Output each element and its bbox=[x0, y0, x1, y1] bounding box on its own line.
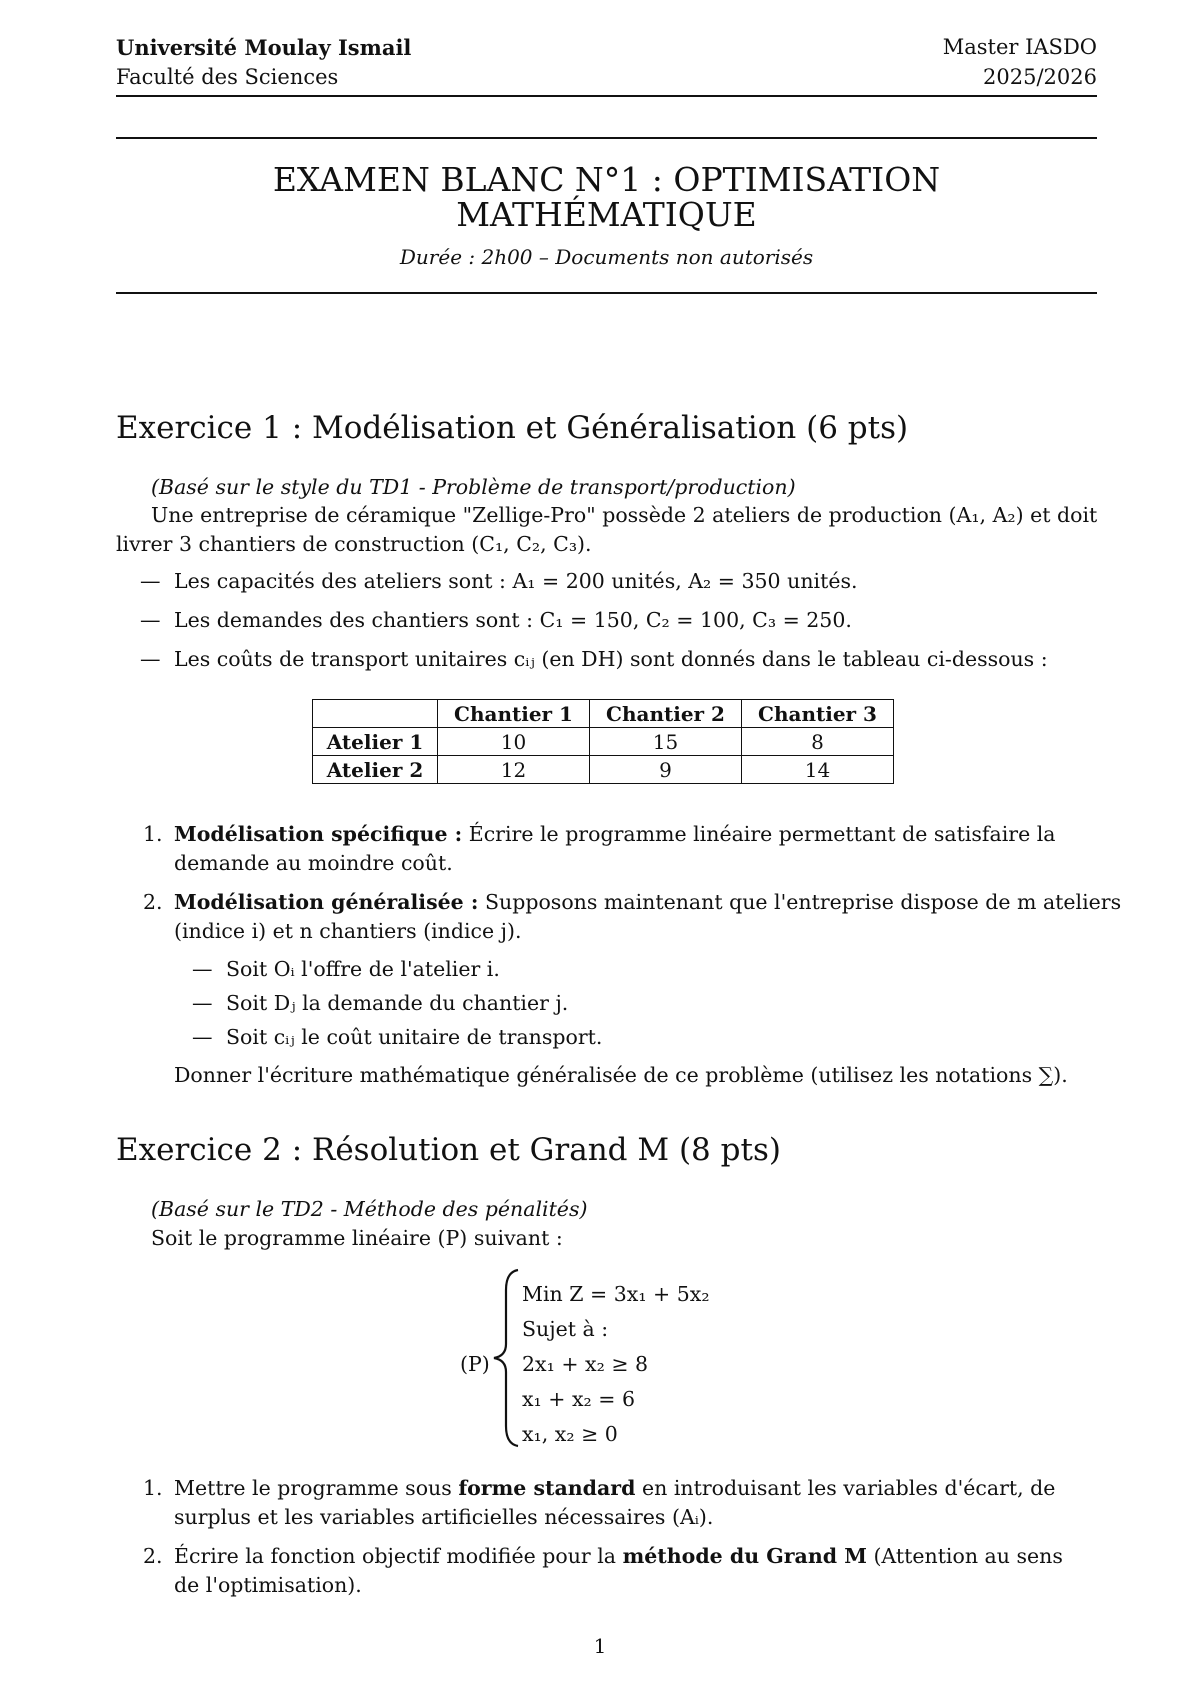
q2-text: Supposons maintenant que l'entreprise dispose de m ateliers bbox=[484, 890, 1122, 914]
system-objective: Min Z = 3x₁ + 5x₂ bbox=[522, 1282, 710, 1306]
faculty-name: Faculté des Sciences bbox=[116, 65, 339, 89]
table-corner-cell bbox=[313, 700, 438, 728]
ex2-q1-bold: forme standard bbox=[458, 1476, 636, 1500]
table-cell: 12 bbox=[438, 756, 590, 784]
exam-title-line2: MATHÉMATIQUE bbox=[456, 195, 757, 234]
exercise1-note: (Basé sur le style du TD1 - Problème de transport/production) bbox=[151, 475, 796, 499]
table-row-header: Atelier 2 bbox=[313, 756, 438, 784]
system-constraint-1: 2x₁ + x₂ ≥ 8 bbox=[522, 1352, 649, 1376]
ex2-q2-number: 2. bbox=[143, 1544, 163, 1568]
q2-line1 bbox=[174, 888, 1121, 917]
system-nonnegativity: x₁, x₂ ≥ 0 bbox=[522, 1422, 618, 1446]
title-bottom-rule bbox=[116, 292, 1097, 294]
table-row bbox=[313, 756, 894, 784]
table-cell: 15 bbox=[590, 728, 742, 756]
q2-closing: Donner l'écriture mathématique généralisée de ce problème (utilisez les notations ∑). bbox=[174, 1063, 1068, 1087]
bullet-dash: — bbox=[192, 991, 213, 1015]
ex2-q2-pre: Écrire la fonction objectif modifiée pour la bbox=[174, 1544, 617, 1568]
exercise1-bullet-demands: Les demandes des chantiers sont : C₁ = 150, C₂ = 100, C₃ = 250. bbox=[174, 608, 852, 632]
bullet-dash: — bbox=[140, 647, 161, 671]
q1-bold-label: Modélisation spécifique : bbox=[174, 822, 463, 846]
ex2-q1-post: en introduisant les variables d'écart, de bbox=[641, 1476, 1056, 1500]
q1-line2: demande au moindre coût. bbox=[174, 851, 453, 875]
ex2-q2-post: (Attention au sens bbox=[873, 1544, 1063, 1568]
bullet-dash: — bbox=[192, 957, 213, 981]
q1-number: 1. bbox=[143, 822, 163, 846]
bullet-dash: — bbox=[140, 608, 161, 632]
exercise1-intro-line2: livrer 3 chantiers de construction (C₁, C₂, C₃). bbox=[116, 532, 592, 556]
table-row bbox=[313, 728, 894, 756]
system-label: (P) bbox=[460, 1352, 490, 1376]
title-top-rule bbox=[116, 137, 1097, 139]
q2-subbullet-cost: Soit cᵢⱼ le coût unitaire de transport. bbox=[226, 1025, 603, 1049]
table-column-header: Chantier 1 bbox=[438, 700, 590, 728]
ex2-q1-line1 bbox=[174, 1474, 1055, 1503]
ex2-q1-pre: Mettre le programme sous bbox=[174, 1476, 452, 1500]
exam-title-line1: EXAMEN BLANC N°1 : OPTIMISATION bbox=[272, 160, 941, 199]
q2-number: 2. bbox=[143, 890, 163, 914]
bullet-dash: — bbox=[192, 1025, 213, 1049]
table-column-header: Chantier 2 bbox=[590, 700, 742, 728]
program-name: Master IASDO bbox=[942, 35, 1097, 59]
exercise1-intro-line1: Une entreprise de céramique "Zellige-Pro" possède 2 ateliers de production (A₁, A₂) et doit bbox=[151, 503, 1098, 527]
q2-bold-label: Modélisation généralisée : bbox=[174, 890, 479, 914]
system-subject-to: Sujet à : bbox=[522, 1317, 609, 1341]
table-cell: 14 bbox=[742, 756, 894, 784]
q1-line1 bbox=[174, 820, 1056, 849]
exercise1-bullet-costs: Les coûts de transport unitaires cᵢⱼ (en DH) sont donnés dans le tableau ci-dessous : bbox=[174, 647, 1048, 671]
q2-subbullet-demand: Soit Dⱼ la demande du chantier j. bbox=[226, 991, 569, 1015]
table-header-row bbox=[313, 700, 894, 728]
table-cell: 8 bbox=[742, 728, 894, 756]
q2-subbullet-offer: Soit Oᵢ l'offre de l'atelier i. bbox=[226, 957, 500, 981]
exercise2-note: (Basé sur le TD2 - Méthode des pénalités) bbox=[151, 1197, 588, 1221]
exercise1-bullet-capacities: Les capacités des ateliers sont : A₁ = 200 unités, A₂ = 350 unités. bbox=[174, 569, 858, 593]
header-rule bbox=[116, 95, 1097, 97]
left-brace-icon bbox=[488, 1268, 524, 1448]
table-cell: 9 bbox=[590, 756, 742, 784]
page-number: 1 bbox=[593, 1634, 607, 1658]
ex2-q2-line2: de l'optimisation). bbox=[174, 1573, 362, 1597]
exam-subtitle: Durée : 2h00 – Documents non autorisés bbox=[399, 245, 814, 269]
ex2-q2-bold: méthode du Grand M bbox=[622, 1544, 867, 1568]
exercise1-heading: Exercice 1 : Modélisation et Généralisation (6 pts) bbox=[116, 410, 909, 446]
cost-table bbox=[312, 699, 894, 784]
bullet-dash: — bbox=[140, 569, 161, 593]
q1-text: Écrire le programme linéaire permettant de satisfaire la bbox=[468, 822, 1056, 846]
academic-year: 2025/2026 bbox=[983, 65, 1097, 89]
ex2-q1-number: 1. bbox=[143, 1476, 163, 1500]
exercise2-intro: Soit le programme linéaire (P) suivant : bbox=[151, 1226, 563, 1250]
ex2-q2-line1 bbox=[174, 1542, 1063, 1571]
table-column-header: Chantier 3 bbox=[742, 700, 894, 728]
ex2-q1-line2: surplus et les variables artificielles nécessaires (Aᵢ). bbox=[174, 1505, 714, 1529]
exercise2-heading: Exercice 2 : Résolution et Grand M (8 pts) bbox=[116, 1132, 781, 1168]
table-cell: 10 bbox=[438, 728, 590, 756]
table-row-header: Atelier 1 bbox=[313, 728, 438, 756]
system-constraint-2: x₁ + x₂ = 6 bbox=[522, 1387, 636, 1411]
q2-line2: (indice i) et n chantiers (indice j). bbox=[174, 919, 522, 943]
university-name: Université Moulay Ismail bbox=[116, 35, 412, 60]
